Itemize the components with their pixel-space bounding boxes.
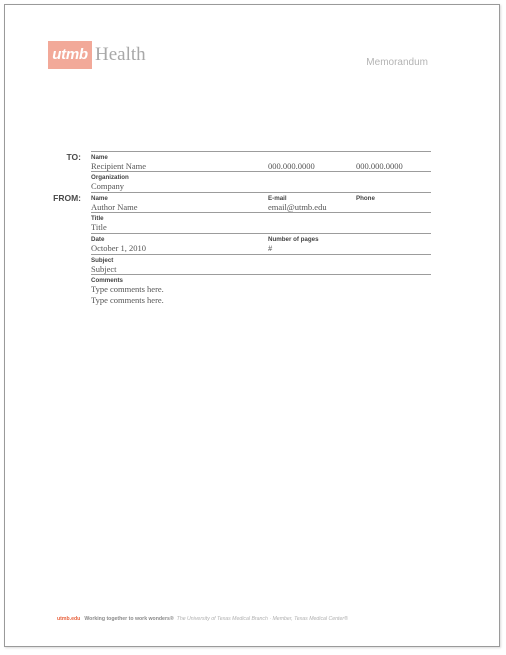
- divider: [91, 192, 431, 193]
- divider: [91, 212, 431, 213]
- footer-tagline: Working together to work wonders®: [84, 616, 174, 622]
- document-type-title: Memorandum: [366, 57, 428, 68]
- recipient-name-field[interactable]: Recipient Name: [91, 161, 146, 171]
- recipient-phone-field[interactable]: 000.000.0000: [268, 161, 315, 171]
- to-label: TO:: [66, 152, 81, 162]
- footer: [57, 616, 348, 622]
- pages-label: Number of pages: [268, 236, 319, 243]
- subject-label: Subject: [91, 257, 114, 264]
- date-label: Date: [91, 236, 105, 243]
- author-name-field[interactable]: Author Name: [91, 202, 138, 212]
- divider: [91, 254, 431, 255]
- date-field[interactable]: October 1, 2010: [91, 243, 147, 253]
- title-label: Title: [91, 215, 104, 222]
- comments-label: Comments: [91, 277, 123, 284]
- memo-page: [4, 4, 500, 647]
- title-field[interactable]: Title: [91, 222, 107, 232]
- logo-mark: utmb: [48, 41, 92, 69]
- footer-affiliation: The University of Texas Medical Branch · Member, Texas Medical Center®: [176, 616, 348, 622]
- email-label: E-mail: [268, 195, 287, 202]
- comments-line[interactable]: Type comments here.: [91, 295, 164, 305]
- phone-label: Phone: [356, 195, 375, 202]
- footer-site: utmb.edu: [57, 616, 81, 622]
- recipient-name-label: Name: [91, 154, 108, 161]
- organization-field[interactable]: Company: [91, 181, 125, 191]
- from-label: FROM:: [53, 193, 81, 203]
- divider: [91, 171, 431, 172]
- pages-field[interactable]: #: [268, 243, 273, 253]
- subject-field[interactable]: Subject: [91, 264, 117, 274]
- divider: [91, 151, 431, 152]
- logo-wordmark: Health: [95, 44, 146, 65]
- divider: [91, 274, 431, 275]
- email-field[interactable]: email@utmb.edu: [268, 202, 327, 212]
- author-name-label: Name: [91, 195, 108, 202]
- organization-label: Organization: [91, 174, 129, 181]
- recipient-fax-field[interactable]: 000.000.0000: [356, 161, 403, 171]
- comments-line[interactable]: Type comments here.: [91, 284, 164, 294]
- divider: [91, 233, 431, 234]
